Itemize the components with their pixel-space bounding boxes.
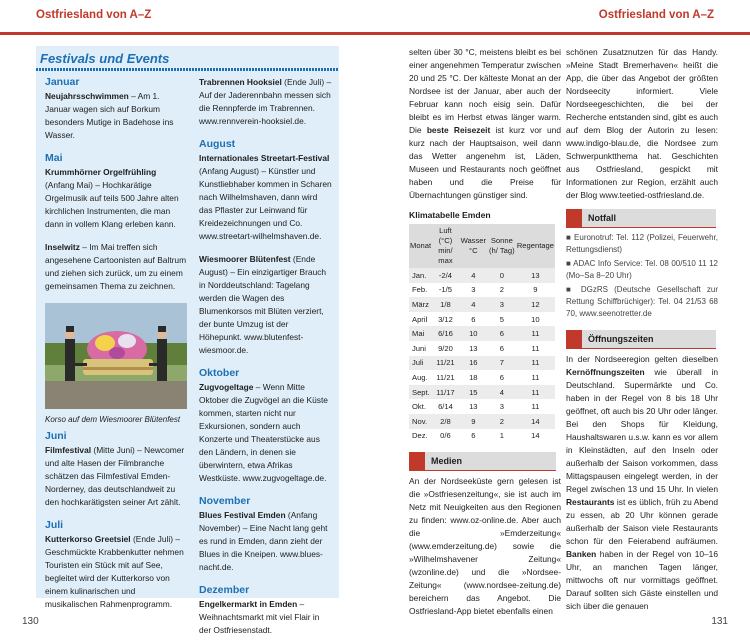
text-run: In der Nordseeregion gelten dieselben [566, 354, 718, 364]
climate-cell: 7 [488, 356, 516, 371]
climate-cell: 6 [488, 326, 516, 341]
climate-cell: Juli [409, 356, 432, 371]
climate-cell: 3 [459, 283, 488, 298]
bold-term: Kernöffnungszeiten [566, 367, 645, 377]
notfall-heading: Notfall [588, 213, 616, 223]
event-name: Blues Festival Emden [199, 510, 286, 520]
notfall-item: ■ Euronotruf: Tel. 112 (Polizei, Feuerwehr, Rettungsdienst) [566, 233, 718, 254]
climate-row [409, 283, 555, 298]
climate-cell: 11 [516, 385, 555, 400]
climate-cell: 3/12 [432, 312, 459, 327]
event-entry [45, 166, 187, 231]
festivals-right-column [199, 76, 333, 640]
event-description: – Weihnachtsmarkt mit viel Flair in der Ostfriesenstadt. [199, 599, 320, 635]
climate-row [409, 312, 555, 327]
climate-cell: Feb. [409, 283, 432, 298]
month-heading: November [199, 495, 251, 507]
event-name: Neujahrsschwimmen [45, 91, 129, 101]
climate-cell: 4 [488, 385, 516, 400]
event-description: (Ende August) – Ein einzigartiger Brauch in Norddeutschland: Tagelang werden die Wagen des Blumenkorsos mit Blüten verziert, der bunte Umzug ist der Höhepunkt. www.blutenfest-wiesmoor.de. [199, 254, 327, 355]
climate-row [409, 414, 555, 429]
text-run: ist kurz vor und kurz nach der Hauptsaison, weil dann das Wetter angenehm ist, Läden, Museen und Restaurants noch geöffnet haben und die Preise für Übernachtungen günstiger sind. [409, 125, 561, 200]
text-run: selten über 30 °C, meistens bleibt es bei einer angenehmen Temperatur zwischen 20 und 25 °C. Der kälteste Monat an der Nordsee ist der Januar, aber auch der Februar kann noch eisig sein. Dafür bleibt es im Herbst etwas länger warm. Die [409, 47, 561, 135]
event-name: Trabrennen Hooksiel [199, 77, 282, 87]
month-heading: Mai [45, 152, 63, 164]
climate-table [409, 224, 555, 443]
climate-header-cell: Regentage [516, 224, 555, 268]
oeffnungszeiten-text [566, 353, 718, 613]
climate-cell: 4 [459, 297, 488, 312]
climate-cell: 0/6 [432, 429, 459, 444]
text-run: wie überall in Deutschland. Supermärkte und Co. haben in der Regel von 8 bis 18 Uhr geöffnet, oft auch bis 20 Uhr oder länger. Bei den Shops für Kleidung, Haushaltswaren u.s.w. kann es vor allem in Kleinstädten, auf den Inseln oder außerhalb der Saison vorkommen, dass Mittagspausen eingelegt werden, in der Regel zwischen 13 und 15 Uhr. In vielen [566, 367, 718, 494]
climate-row [409, 399, 555, 414]
climate-table-header [409, 224, 555, 268]
medien-heading-bar [409, 452, 556, 471]
medien-heading: Medien [431, 456, 463, 466]
climate-cell: 6 [459, 312, 488, 327]
month-heading: Dezember [199, 584, 250, 596]
festivals-box [36, 46, 339, 635]
climate-intro-text [409, 46, 561, 202]
climate-cell: 12 [516, 297, 555, 312]
climate-row [409, 326, 555, 341]
event-description: – Wenn Mitte Oktober die Zugvögel an die Küste kommen, starten nicht nur Exkursionen, sondern auch Konzerte und Theaterstücke aus den Ländern, in denen sie überwintern, etwa Afrikas Westküste. www.zugvogeltage.de. [199, 382, 328, 483]
event-entry [199, 381, 333, 485]
climate-cell: 0 [488, 268, 516, 283]
climate-cell: 14 [516, 414, 555, 429]
climate-cell: 3 [488, 399, 516, 414]
running-head-left: Ostfriesland von A–Z [36, 9, 152, 21]
climate-cell: 16 [459, 356, 488, 371]
event-name: Filmfestival [45, 445, 92, 455]
media-continued-text: schönen Zusatznutzen für das Handy. »Meine Stadt Bremerhaven« heißt die App, die über das Angebot der größten Nordseecity informiert. Viele Nordseegeschichten, die bei der Recherche entstanden sind, gibt es auch auf dem Blog der Autorin zu lesen: www.indigo-blau.de, die Nordsee zum Schwerpunktthema hat. Geschichten aus Ostfriesland, gespickt mit Informationen zur Region, erzählt auch der Blog www.teetied-ostfriesland.de. [566, 47, 718, 200]
festivals-title: Festivals und Events [40, 51, 170, 66]
event-entry [199, 598, 333, 637]
page-number-right: 131 [711, 616, 728, 627]
climate-cell: Jan. [409, 268, 432, 283]
climate-cell: 11/21 [432, 370, 459, 385]
event-name: Krummhörner Orgelfrühling [45, 167, 157, 177]
section-marker [566, 209, 582, 227]
climate-cell: 1/8 [432, 297, 459, 312]
climate-cell: April [409, 312, 432, 327]
climate-row [409, 341, 555, 356]
climate-cell: März [409, 297, 432, 312]
climate-row [409, 429, 555, 444]
event-description: – Am 1. Januar wagen sich auf Borkum besonders Mutige in Badehose ins Wasser. [45, 91, 174, 140]
climate-cell: 6 [488, 341, 516, 356]
event-name: Engelkermarkt in Emden [199, 599, 298, 609]
event-name: Internationales Streetart-Festival [199, 153, 330, 163]
climate-cell: 2/8 [432, 414, 459, 429]
climate-cell: 13 [516, 268, 555, 283]
climate-cell: Mai [409, 326, 432, 341]
climate-cell: 6 [459, 429, 488, 444]
section-marker [566, 330, 582, 348]
running-head-right: Ostfriesland von A–Z [598, 9, 714, 21]
event-description: (Ende Juli) – Geschmückte Krabbenkutter nehmen Touristen ein Stück mit auf See, begleitet wird der Kutterkorso von einem kulinarischen und musikalischen Rahmenprogramm. [45, 534, 184, 609]
climate-cell: 9/20 [432, 341, 459, 356]
climate-cell: 11 [516, 370, 555, 385]
climate-cell: 13 [459, 341, 488, 356]
event-entry [199, 253, 333, 357]
event-entry [45, 241, 187, 293]
festivals-left-events [45, 76, 187, 293]
climate-cell: 11/21 [432, 356, 459, 371]
event-entry [199, 152, 333, 243]
climate-cell: Aug. [409, 370, 432, 385]
climate-cell: 1 [488, 429, 516, 444]
bold-term: Restaurants [566, 497, 615, 507]
event-description: (Mitte Juni) – Newcomer und alte Hasen der Filmbranche schätzen das Filmfestival Emden-Norderney, das deutschlandweit zu den hochkarätigsten seiner Art zählt. [45, 445, 185, 507]
event-description: (Anfang November) – Eine Nacht lang geht es rund in Emden, dann zieht der Blues in die Kneipen. www.blues-nacht.de. [199, 510, 328, 572]
section-marker [409, 452, 425, 470]
notfall-item: ■ DGzRS (Deutsche Gesellschaft zur Rettung Schiffbrüchiger): Tel. 04 21/53 68 70, www.seenotretter.de [566, 285, 718, 318]
oeffnungszeiten-heading: Öffnungszeiten [588, 334, 654, 344]
notfall-list [566, 232, 718, 322]
climate-header-cell: Sonne (h/ Tag) [488, 224, 516, 268]
month-heading: August [199, 138, 236, 150]
text-run: ist es üblich, früh zu Abend zu essen, ab 20 Uhr können gerade außerhalb der Saison viele Restaurants schon für den Feierabend aufräumen. [566, 497, 718, 546]
event-entry [199, 76, 333, 128]
climate-cell: 10 [516, 312, 555, 327]
month-heading: Januar [45, 76, 80, 88]
event-name: Zugvogeltage [199, 382, 254, 392]
climate-cell: 9 [516, 283, 555, 298]
month-heading: Juni [45, 430, 67, 442]
climate-header-cell: Monat [409, 224, 432, 268]
event-description: (Ende Juli) – Auf der Jaderennbahn messen sich die Rennpferde im Trabrennen. www.rennverein-hooksiel.de. [199, 77, 332, 126]
climate-row [409, 268, 555, 283]
climate-cell: Dez. [409, 429, 432, 444]
climate-cell: -2/4 [432, 268, 459, 283]
climate-row [409, 370, 555, 385]
oeffnungszeiten-heading-bar [566, 330, 716, 349]
text-run: haben in der Regel von 10–16 Uhr, an manchen Tagen länger, mittwochs oft nur vormittags geöffnet. Darauf sollten sich Gäste einstellen und sich über die genauen [566, 549, 718, 611]
notfall-heading-bar [566, 209, 716, 228]
climate-header-cell: Luft (°C) min/ max [432, 224, 459, 268]
climate-cell: 2 [488, 283, 516, 298]
climate-cell: 11 [516, 341, 555, 356]
photo-caption: Korso auf dem Wiesmoorer Blütenfest [45, 415, 181, 424]
climate-cell: -1/5 [432, 283, 459, 298]
climate-cell: Okt. [409, 399, 432, 414]
climate-cell: 6/16 [432, 326, 459, 341]
month-heading: Oktober [199, 367, 240, 379]
page-number-left: 130 [22, 616, 39, 627]
event-entry [199, 509, 333, 574]
climate-cell: Juni [409, 341, 432, 356]
festivals-title-rule [36, 68, 339, 71]
climate-cell: 5 [488, 312, 516, 327]
header-rule [0, 32, 750, 35]
climate-cell: 15 [459, 385, 488, 400]
climate-cell: 4 [459, 268, 488, 283]
climate-cell: Sept. [409, 385, 432, 400]
month-heading: Juli [45, 519, 64, 531]
climate-cell: 18 [459, 370, 488, 385]
event-entry [45, 444, 187, 509]
event-description: – Im Mai treffen sich angesehene Cartoonisten auf Baltrum und ziehen sich zurück, um zu einem gemeinsamen Thema zu zeichnen. [45, 242, 187, 291]
event-name: Inselwitz [45, 242, 80, 252]
festivals-left-events-continued [45, 430, 187, 611]
climate-cell: 6 [488, 370, 516, 385]
medien-text: An der Nordseeküste gern gelesen ist die »Ostfriesenzeitung«, sie ist auch im Netz mit Neuigkeiten aus den Regionen zu finden: www.oz-online.de. Aber auch die »Emderzeitung« (www.emderzeitung.de) sowie die »Wilhelmshavener Zeitung« (wzonline.de) und die »Nordsee-Zeitung« (www.nordsee-zeitung.de) bereichern das Angebot. Die Ostfriesland-App bietet ebenfalls einen [409, 476, 561, 616]
event-entry [45, 90, 187, 142]
event-name: Wiesmoorer Blütenfest [199, 254, 291, 264]
climate-table-title: Klimatabelle Emden [409, 210, 491, 220]
climate-cell: 11 [516, 326, 555, 341]
bold-term: beste Reisezeit [426, 125, 491, 135]
climate-cell: 14 [516, 429, 555, 444]
festival-parade-photo [45, 303, 187, 409]
climate-cell: Nov. [409, 414, 432, 429]
event-description: (Anfang August) – Künstler und Kunstliebhaber kommen in Scharen nach Wilhelmshaven, dann wird das Pflaster zur Leinwand für Kreidezeichnungen und Co. www.streetart-wilhelmshaven.de. [199, 166, 332, 241]
climate-row [409, 297, 555, 312]
climate-cell: 3 [488, 297, 516, 312]
climate-cell: 9 [459, 414, 488, 429]
climate-row [409, 385, 555, 400]
bold-term: Banken [566, 549, 597, 559]
climate-cell: 11/17 [432, 385, 459, 400]
climate-cell: 2 [488, 414, 516, 429]
event-description: (Anfang Mai) – Hochkarätige Orgelmusik auf teils 500 Jahre alten kirchlichen Instrumenten, die man dann in vollem Klang erleben kann. [45, 180, 179, 229]
notfall-item: ■ ADAC Info Service: Tel. 08 00/510 11 12 (Mo–Sa 8–20 Uhr) [566, 259, 718, 280]
festivals-left-column [45, 76, 187, 621]
climate-cell: 11 [516, 356, 555, 371]
climate-cell: 13 [459, 399, 488, 414]
climate-cell: 11 [516, 399, 555, 414]
climate-row [409, 356, 555, 371]
climate-cell: 6/14 [432, 399, 459, 414]
event-entry [45, 533, 187, 611]
event-name: Kutterkorso Greetsiel [45, 534, 131, 544]
climate-cell: 10 [459, 326, 488, 341]
climate-header-cell: Wasser °C [459, 224, 488, 268]
